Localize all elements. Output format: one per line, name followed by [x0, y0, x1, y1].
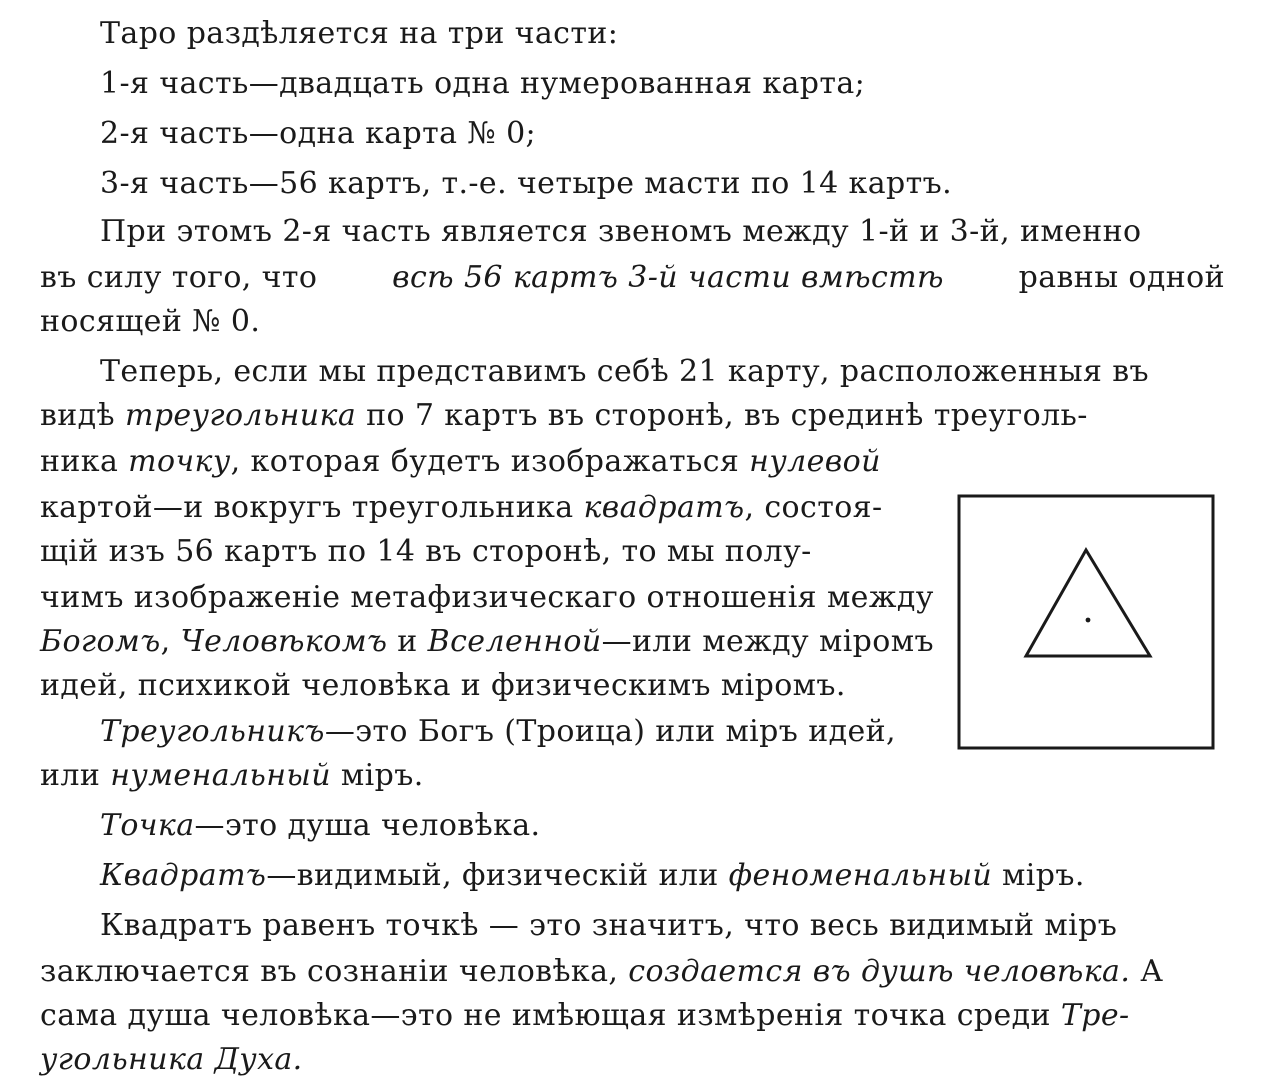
- paragraph-line: [40, 532, 905, 572]
- emphasis-text: нулевой: [749, 444, 881, 479]
- paragraph-line: [40, 442, 905, 482]
- text-segment: —видимый, физическій или: [266, 858, 729, 893]
- emphasis-text: точку: [128, 444, 231, 479]
- text-line: При этомъ 2-я часть является звеномъ между 1-й и 3-й, именно: [100, 214, 1142, 249]
- paragraph-line: [40, 1040, 1225, 1080]
- emphasis-text: Точка: [100, 808, 195, 843]
- text-segment: сама душа человѣка—это не имѣющая измѣренія точка среди: [40, 998, 1061, 1033]
- text-segment: заключается въ сознаніи человѣка,: [40, 954, 629, 989]
- emphasis-text: феноменальный: [728, 858, 993, 893]
- text-line: чимъ изображеніе метафизическаго отношенія между: [40, 580, 934, 615]
- text-segment: міръ.: [992, 858, 1085, 893]
- text-line: идей, психикой человѣка и физическимъ міромъ.: [40, 668, 846, 703]
- paragraph-line: [40, 996, 1225, 1036]
- paragraph-line: [40, 488, 905, 528]
- emphasis-text: треугольника: [124, 398, 357, 433]
- text-line: носящей № 0.: [40, 304, 261, 339]
- definition-square: [100, 856, 1225, 896]
- paragraph-line: [40, 578, 934, 618]
- text-line: Таро раздѣляется на три части:: [100, 16, 619, 51]
- text-segment: —это Богъ (Троица) или міръ идей,: [324, 714, 896, 749]
- definition-point: [100, 806, 1225, 846]
- text-segment: по 7 картъ въ сторонѣ, въ срединѣ треуголь-: [356, 398, 1088, 433]
- text-segment: —или между міромъ: [601, 624, 934, 659]
- text-segment: равны одной: [1018, 260, 1225, 295]
- paragraph-line: [40, 396, 1225, 436]
- emphasis-text: Человѣкомъ: [180, 624, 388, 659]
- emphasis-text: Тре-: [1060, 998, 1130, 1033]
- center-point: [1086, 618, 1091, 623]
- list-item-part-1: [100, 64, 1225, 104]
- paragraph-tarot-parts-intro: [100, 14, 1225, 54]
- text-segment: картой—и вокругъ треугольника: [40, 490, 584, 525]
- text-line: Теперь, если мы представимъ себѣ 21 карту, расположенныя въ: [100, 354, 1150, 389]
- emphasis-text: угольника Духа.: [40, 1042, 303, 1077]
- paragraph-line: [40, 302, 1225, 342]
- text-line: 1-я часть—двадцать одна нумерованная карта;: [100, 66, 866, 101]
- emphasis-text: Богомъ: [40, 624, 161, 659]
- text-segment: —это душа человѣка.: [194, 808, 541, 843]
- emphasis-text: всѣ 56 картъ 3-й части вмѣстѣ: [392, 260, 944, 295]
- paragraph-line: [40, 952, 1225, 992]
- emphasis-text: Квадратъ: [100, 858, 267, 893]
- tarot-diagram: [957, 494, 1215, 750]
- paragraph-line: [40, 666, 905, 706]
- paragraph-line: [40, 756, 905, 796]
- paragraph-line: [100, 352, 1225, 392]
- emphasis-text: Вселенной: [427, 624, 602, 659]
- text-segment: и: [387, 624, 428, 659]
- text-segment: міръ.: [330, 758, 424, 793]
- definition-triangle: [100, 712, 905, 752]
- paragraph-line: [40, 622, 934, 662]
- text-segment: ,: [160, 624, 181, 659]
- emphasis-text: квадратъ: [583, 490, 745, 525]
- text-line: 3-я часть—56 картъ, т.-е. четыре масти по 14 картъ.: [100, 166, 953, 201]
- square-shape: [959, 496, 1213, 748]
- text-segment: въ силу того, что: [40, 260, 318, 295]
- text-segment: , которая будетъ изображаться: [230, 444, 750, 479]
- emphasis-text: создается въ душѣ человѣка.: [628, 954, 1131, 989]
- text-segment: ника: [40, 444, 129, 479]
- list-item-part-2: [100, 114, 1225, 154]
- paragraph-line: [100, 906, 1225, 946]
- paragraph-line: [40, 258, 1225, 298]
- text-line: Квадратъ равенъ точкѣ — это значитъ, что весь видимый міръ: [100, 908, 1118, 943]
- list-item-part-3: [100, 164, 1225, 204]
- text-segment: , состоя-: [744, 490, 883, 525]
- text-segment: видѣ: [40, 398, 125, 433]
- text-segment: или: [40, 758, 111, 793]
- text-line: щій изъ 56 картъ по 14 въ сторонѣ, то мы полу-: [40, 534, 812, 569]
- emphasis-text: нуменальный: [110, 758, 331, 793]
- text-segment: А: [1130, 954, 1164, 989]
- triangle-shape: [1026, 550, 1150, 656]
- emphasis-text: Треугольникъ: [100, 714, 325, 749]
- paragraph-line: [100, 212, 1225, 252]
- text-line: 2-я часть—одна карта № 0;: [100, 116, 537, 151]
